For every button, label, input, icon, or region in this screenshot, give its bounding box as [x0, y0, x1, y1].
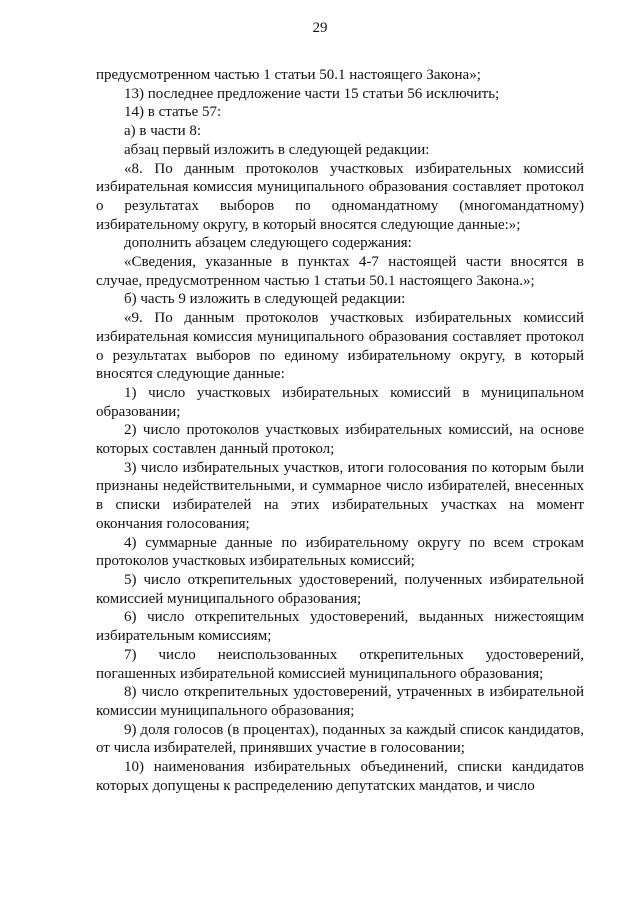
paragraph: 2) число протоколов участковых избирательных комиссий, на основе которых составлен данный протокол; — [96, 422, 584, 458]
paragraph: 5) число открепительных удостоверений, полученных избирательной комиссией муниципального образования; — [96, 571, 584, 607]
paragraph: 14) в статье 57: — [124, 104, 222, 121]
paragraph: 13) последнее предложение части 15 статьи 56 исключить; — [124, 85, 500, 102]
page-number: 29 — [312, 20, 328, 36]
paragraph: 4) суммарные данные по избирательному округу по всем строкам протоколов участковых избирательных комиссий; — [96, 534, 584, 570]
paragraph: 9) доля голосов (в процентах), поданных за каждый список кандидатов, от числа избирателей, принявших участие в голосовании; — [96, 721, 584, 757]
paragraph: «8. По данным протоколов участковых избирательных комиссий избирательная комиссия муниципального образования составляет протокол о результатах выборов по одномандатному (многомандатному) избирательному округу, в который вносятся следующие данные:»; — [96, 160, 584, 233]
paragraph: 10) наименования избирательных объединений, списки кандидатов которых допущены к распределению депутатских мандатов, и число — [96, 759, 584, 794]
paragraph: дополнить абзацем следующего содержания: — [124, 235, 412, 252]
paragraph: предусмотренном частью 1 статьи 50.1 настоящего Закона»; — [96, 67, 481, 83]
paragraph: 6) число открепительных удостоверений, выданных нижестоящим избирательным комиссиям; — [96, 609, 584, 645]
paragraph: абзац первый изложить в следующей редакции: — [124, 141, 430, 158]
paragraph: «Сведения, указанные в пунктах 4-7 настоящей части вносятся в случае, предусмотренном частью 1 статьи 50.1 настоящего Закона.»; — [96, 254, 584, 289]
paragraph: а) в части 8: — [124, 123, 202, 140]
paragraph: «9. По данным протоколов участковых избирательных комиссий избирательная комиссия муниципального образования составляет протокол о результатах выборов по единому избирательному округу, в который вносятся следующие данные: — [96, 310, 584, 383]
document-body — [96, 66, 584, 795]
paragraph: 1) число участковых избирательных комиссий в муниципальном образовании; — [96, 384, 584, 420]
paragraph: 7) число неиспользованных открепительных удостоверений, погашенных избирательной комиссией муниципального образования; — [96, 646, 584, 682]
paragraph: 3) число избирательных участков, итоги голосования по которым были признаны недействительными, и суммарное число избирателей, внесенных в списки избирателей на этих избирательных участках на момент окончания голосования; — [96, 459, 584, 532]
paragraph: 8) число открепительных удостоверений, утраченных в избирательной комиссии муниципального образования; — [96, 684, 584, 719]
paragraph: б) часть 9 изложить в следующей редакции: — [124, 291, 406, 308]
